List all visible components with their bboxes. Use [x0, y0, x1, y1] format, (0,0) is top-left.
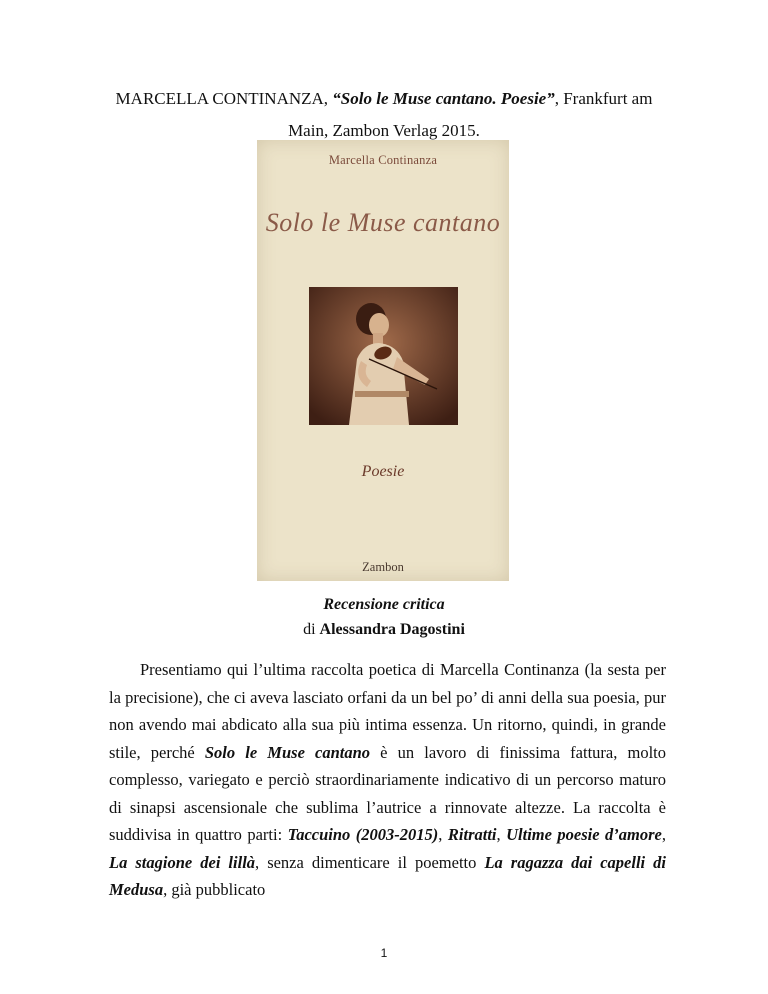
cover-subtitle: Poesie	[361, 463, 405, 480]
reviewer-name: Alessandra Dagostini	[319, 621, 465, 638]
body-separator: ,	[496, 825, 507, 844]
citation-place: , Frankfurt am	[554, 89, 653, 108]
cover-title: Solo le Muse cantano	[265, 208, 501, 237]
section-title: Ultime poesie d’amore	[506, 825, 662, 844]
review-heading: Recensione critica	[323, 596, 445, 613]
citation-book-title: “Solo le Muse cantano. Poesie”	[332, 89, 555, 108]
body-text: , già pubblicato	[163, 880, 266, 899]
review-body	[109, 656, 666, 904]
cover-author: Marcella Continanza	[328, 153, 438, 167]
page-number: 1	[380, 946, 388, 960]
book-cover-image	[257, 140, 509, 581]
body-separator: ,	[438, 825, 448, 844]
byline-prefix: di	[303, 621, 320, 638]
body-emph-title: Solo le Muse cantano	[204, 742, 371, 762]
poem-title: La ragazza dai capelli di Medusa	[109, 852, 666, 899]
citation-line-2: Main, Zambon Verlag 2015.	[288, 121, 480, 140]
review-byline	[0, 621, 768, 639]
violinist-painting	[309, 287, 458, 425]
citation-author: MARCELLA CONTINANZA,	[115, 89, 333, 108]
section-title: La stagione dei lillà	[109, 852, 256, 872]
body-paragraph	[109, 656, 666, 904]
body-text: è un lavoro di finissima fattura, molto complesso, variegato e perciò straordinariamente indicativo di un percorso maturo di sinapsi ascensionale che sublima l’autrice a rinnovate altezze. La raccolta è suddivisa in quattro parti:	[109, 742, 666, 844]
section-title: Ritratti	[447, 825, 497, 844]
body-text: , senza dimenticare il poemetto	[255, 852, 485, 872]
cover-publisher: Zambon	[362, 560, 404, 574]
body-text: Presentiamo qui l’ultima raccolta poetica di Marcella Continanza (la sesta per la precisione), che ci aveva lasciato orfani da un bel po’ di anni della sua poesia, pur non avendo mai abdicato alla sua più intima essenza. Un ritorno, quindi, in grande stile, perché	[109, 660, 666, 762]
section-title: Taccuino (2003-2015)	[287, 825, 439, 844]
citation-line-1	[0, 88, 768, 110]
body-separator: ,	[661, 825, 666, 844]
